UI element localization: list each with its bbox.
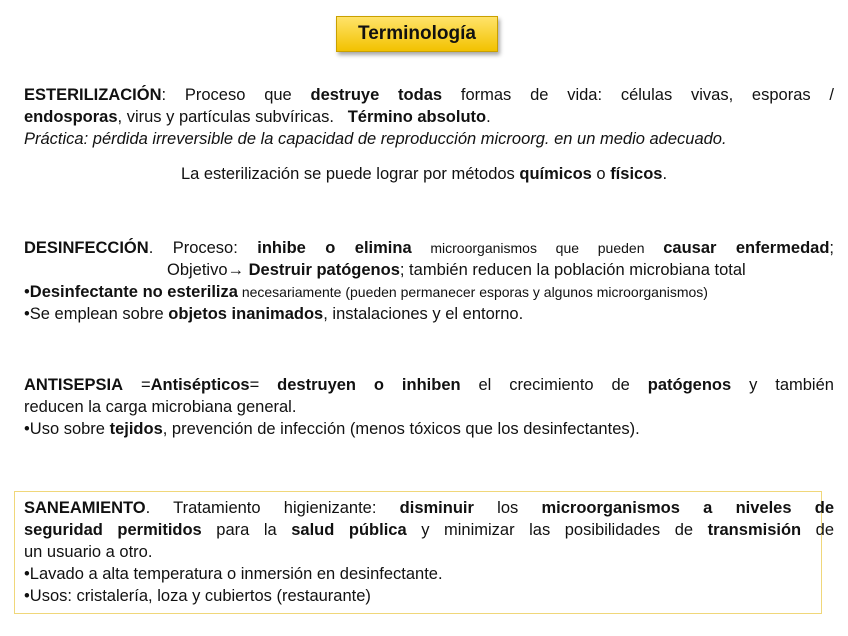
saneamiento-term: SANEAMIENTO <box>24 499 146 517</box>
text: Se emplean sobre <box>29 305 169 323</box>
emphasis: objetos inanimados <box>168 305 324 323</box>
antisepsia-term: ANTISEPSIA <box>24 376 124 394</box>
text: microorganismos que pueden <box>411 240 664 256</box>
esterilizacion-line-1 <box>24 84 834 106</box>
text: Lavado a alta temperatura o inmersión en desinfectante. <box>29 565 443 583</box>
arrow-icon: → <box>227 261 245 279</box>
text: : Proceso que <box>161 86 311 104</box>
esterilizacion-line-2 <box>24 106 834 128</box>
text: = <box>249 376 278 394</box>
text: o <box>591 165 611 183</box>
section-desinfeccion <box>24 237 834 325</box>
list-item <box>24 563 834 585</box>
emphasis: destruyen o inhiben <box>277 376 461 394</box>
list-item <box>24 281 834 303</box>
emphasis: inhibe o elimina <box>257 239 412 257</box>
text: formas de vida: células vivas, esporas / <box>442 86 834 104</box>
text: de <box>801 521 835 539</box>
emphasis: salud pública <box>291 521 407 539</box>
emphasis: Destruir patógenos <box>244 261 400 279</box>
emphasis: físicos <box>610 165 663 183</box>
emphasis: microorganismos a niveles de <box>541 499 834 517</box>
bullet-icon: • <box>24 283 30 301</box>
emphasis: Desinfectante no esteriliza <box>29 283 238 301</box>
text: Uso sobre <box>29 420 110 438</box>
text: , instalaciones y el entorno. <box>323 305 524 323</box>
antisepsia-line-2: reducen la carga microbiana general. <box>24 398 297 416</box>
list-item <box>24 418 834 440</box>
list-item <box>24 303 834 325</box>
text: y también <box>731 376 834 394</box>
emphasis: destruye todas <box>310 86 443 104</box>
text: ; <box>829 239 834 257</box>
section-saneamiento <box>24 497 834 607</box>
emphasis: Término absoluto <box>347 108 487 126</box>
list-item <box>24 585 834 607</box>
text: Objetivo <box>167 261 228 279</box>
saneamiento-line-1 <box>24 497 834 519</box>
text: el crecimiento de <box>460 376 648 394</box>
text: = <box>123 376 151 394</box>
text: . <box>486 108 491 126</box>
text: para la <box>201 521 292 539</box>
bullet-icon: • <box>24 565 30 583</box>
bullet-icon: • <box>24 305 30 323</box>
esterilizacion-term: ESTERILIZACIÓN <box>24 86 162 104</box>
text: La esterilización se puede lograr por métodos <box>180 165 520 183</box>
text: los <box>473 499 542 517</box>
emphasis: tejidos <box>109 420 163 438</box>
emphasis: transmisión <box>707 521 802 539</box>
emphasis: disminuir <box>399 499 474 517</box>
text: . Tratamiento higienizante: <box>145 499 400 517</box>
section-antisepsia <box>24 374 834 440</box>
text: ; también reducen la población microbiana total <box>399 261 746 279</box>
bullet-icon: • <box>24 587 30 605</box>
saneamiento-line-3: un usuario a otro. <box>24 543 153 561</box>
antisepsia-line-1 <box>24 374 834 396</box>
desinfeccion-line-1 <box>24 237 834 259</box>
text: Usos: cristalería, loza y cubiertos (restaurante) <box>29 587 371 605</box>
text: . Proceso: <box>148 239 258 257</box>
esterilizacion-metodos <box>0 163 848 185</box>
section-esterilizacion <box>24 84 834 150</box>
emphasis: Antisépticos <box>150 376 250 394</box>
text: , virus y partículas subvíricas. <box>117 108 348 126</box>
emphasis: químicos <box>519 165 592 183</box>
emphasis: patógenos <box>647 376 732 394</box>
emphasis: seguridad permitidos <box>24 521 202 539</box>
emphasis: endosporas <box>24 108 118 126</box>
text: , prevención de infección (menos tóxicos que los desinfectantes). <box>162 420 640 438</box>
desinfeccion-objetivo <box>24 259 834 281</box>
saneamiento-line-2 <box>24 519 834 541</box>
title-badge <box>336 16 498 52</box>
desinfeccion-term: DESINFECCIÓN <box>24 239 149 257</box>
text: necesariamente (pueden permanecer esporas y algunos microorganismos) <box>237 284 708 300</box>
bullet-icon: • <box>24 420 30 438</box>
emphasis: causar enfermedad <box>663 239 830 257</box>
page-title: Terminología <box>358 23 476 44</box>
esterilizacion-practica: Práctica: pérdida irreversible de la capacidad de reproducción microorg. en un medio adecuado. <box>24 130 727 148</box>
text: . <box>662 165 668 183</box>
text: y minimizar las posibilidades de <box>406 521 708 539</box>
